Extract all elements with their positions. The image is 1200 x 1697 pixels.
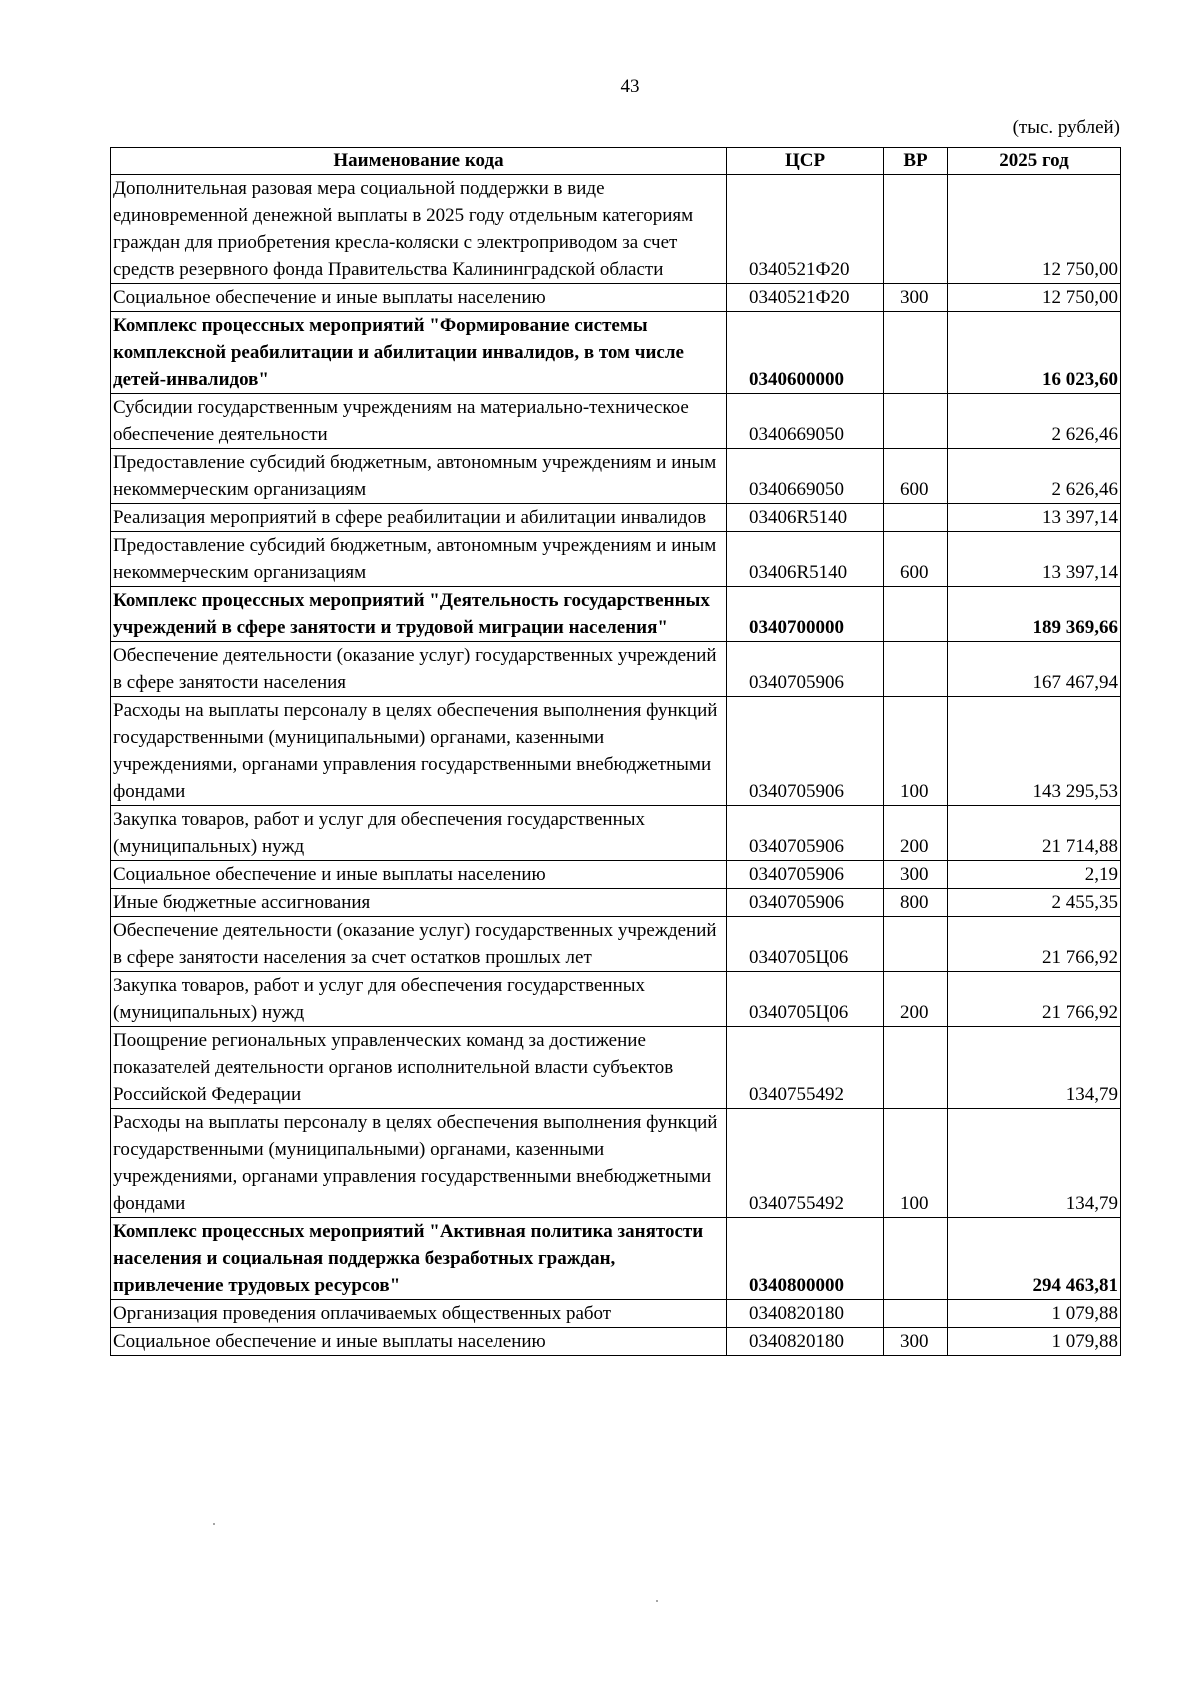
- row-csr: 0340800000: [727, 1218, 884, 1300]
- row-name: Социальное обеспечение и иные выплаты населению: [111, 861, 727, 889]
- row-sum: 13 397,14: [948, 504, 1121, 532]
- row-csr: 0340755492: [727, 1109, 884, 1218]
- row-vr: 300: [884, 1328, 948, 1356]
- row-name: Предоставление субсидий бюджетным, автономным учреждениям и иным некоммерческим организациям: [111, 449, 727, 504]
- row-sum: 21 766,92: [948, 972, 1121, 1027]
- table-row: [111, 1027, 1121, 1109]
- row-vr: 300: [884, 861, 948, 889]
- table-row: [111, 449, 1121, 504]
- row-csr: 0340705Ц06: [727, 972, 884, 1027]
- row-vr: [884, 642, 948, 697]
- row-csr: 03406R5140: [727, 504, 884, 532]
- row-name: Социальное обеспечение и иные выплаты населению: [111, 284, 727, 312]
- row-vr: 100: [884, 697, 948, 806]
- row-csr: 0340669050: [727, 449, 884, 504]
- row-csr: 0340700000: [727, 587, 884, 642]
- row-sum: 189 369,66: [948, 587, 1121, 642]
- table-row: [111, 1328, 1121, 1356]
- row-vr: [884, 312, 948, 394]
- row-csr: 0340755492: [727, 1027, 884, 1109]
- table-row: [111, 284, 1121, 312]
- row-vr: 800: [884, 889, 948, 917]
- row-sum: 2 626,46: [948, 394, 1121, 449]
- row-vr: 600: [884, 449, 948, 504]
- row-csr: 0340820180: [727, 1328, 884, 1356]
- table-row: [111, 394, 1121, 449]
- row-name: Комплекс процессных мероприятий "Формирование системы комплексной реабилитации и абилитации инвалидов, в том числе детей-инвалидов": [111, 312, 727, 394]
- row-name: Организация проведения оплачиваемых общественных работ: [111, 1300, 727, 1328]
- table-row: [111, 532, 1121, 587]
- row-csr: 0340705906: [727, 697, 884, 806]
- row-sum: 12 750,00: [948, 175, 1121, 284]
- table-row: [111, 587, 1121, 642]
- row-name: Расходы на выплаты персоналу в целях обеспечения выполнения функций государственными (муниципальными) органами, казенными учреждениями, органами управления государственными внебюджетными фондами: [111, 697, 727, 806]
- row-vr: [884, 1027, 948, 1109]
- row-vr: [884, 587, 948, 642]
- row-vr: [884, 1300, 948, 1328]
- row-vr: 200: [884, 806, 948, 861]
- row-sum: 13 397,14: [948, 532, 1121, 587]
- row-name: Комплекс процессных мероприятий "Деятельность государственных учреждений в сфере занятости и трудовой миграции населения": [111, 587, 727, 642]
- row-sum: 134,79: [948, 1109, 1121, 1218]
- row-sum: 2,19: [948, 861, 1121, 889]
- row-name: Закупка товаров, работ и услуг для обеспечения государственных (муниципальных) нужд: [111, 806, 727, 861]
- table-row: [111, 1300, 1121, 1328]
- table-row: [111, 642, 1121, 697]
- row-name: Обеспечение деятельности (оказание услуг) государственных учреждений в сфере занятости населения: [111, 642, 727, 697]
- row-sum: 21 766,92: [948, 917, 1121, 972]
- row-sum: 21 714,88: [948, 806, 1121, 861]
- row-csr: 0340705906: [727, 806, 884, 861]
- row-name: Обеспечение деятельности (оказание услуг) государственных учреждений в сфере занятости населения за счет остатков прошлых лет: [111, 917, 727, 972]
- table-row: [111, 312, 1121, 394]
- row-sum: 143 295,53: [948, 697, 1121, 806]
- row-sum: 12 750,00: [948, 284, 1121, 312]
- row-vr: 100: [884, 1109, 948, 1218]
- row-vr: 600: [884, 532, 948, 587]
- table-row: [111, 504, 1121, 532]
- row-csr: 03406R5140: [727, 532, 884, 587]
- row-vr: [884, 917, 948, 972]
- table-row: [111, 917, 1121, 972]
- row-csr: 0340600000: [727, 312, 884, 394]
- table-row: [111, 861, 1121, 889]
- row-csr: 0340705Ц06: [727, 917, 884, 972]
- header-name: Наименование кода: [111, 148, 727, 175]
- row-sum: 294 463,81: [948, 1218, 1121, 1300]
- page-number: 43: [620, 76, 640, 97]
- row-sum: 2 626,46: [948, 449, 1121, 504]
- scan-speck: [213, 1523, 215, 1525]
- row-name: Социальное обеспечение и иные выплаты населению: [111, 1328, 727, 1356]
- budget-table: [110, 147, 1121, 1356]
- row-sum: 2 455,35: [948, 889, 1121, 917]
- row-vr: [884, 504, 948, 532]
- header-vr: ВР: [884, 148, 948, 175]
- row-vr: [884, 175, 948, 284]
- scan-speck: [656, 1600, 658, 1602]
- row-name: Расходы на выплаты персоналу в целях обеспечения выполнения функций государственными (муниципальными) органами, казенными учреждениями, органами управления государственными внебюджетными фондами: [111, 1109, 727, 1218]
- table-row: [111, 889, 1121, 917]
- row-vr: 300: [884, 284, 948, 312]
- table-row: [111, 806, 1121, 861]
- row-name: Закупка товаров, работ и услуг для обеспечения государственных (муниципальных) нужд: [111, 972, 727, 1027]
- row-csr: 0340521Ф20: [727, 175, 884, 284]
- table-row: [111, 1218, 1121, 1300]
- table-row: [111, 175, 1121, 284]
- row-csr: 0340705906: [727, 642, 884, 697]
- row-sum: 1 079,88: [948, 1328, 1121, 1356]
- row-csr: 0340820180: [727, 1300, 884, 1328]
- row-name: Дополнительная разовая мера социальной поддержки в виде единовременной денежной выплаты в 2025 году отдельным категориям граждан для приобретения кресла-коляски с электроприводом за счет средств резервного фонда Правительства Калининградской области: [111, 175, 727, 284]
- table-row: [111, 972, 1121, 1027]
- row-csr: 0340521Ф20: [727, 284, 884, 312]
- header-csr: ЦСР: [727, 148, 884, 175]
- header-sum: 2025 год: [948, 148, 1121, 175]
- row-name: Поощрение региональных управленческих команд за достижение показателей деятельности органов исполнительной власти субъектов Российской Федерации: [111, 1027, 727, 1109]
- row-name: Субсидии государственным учреждениям на материально-техническое обеспечение деятельности: [111, 394, 727, 449]
- row-csr: 0340669050: [727, 394, 884, 449]
- units-label: (тыс. рублей): [1012, 117, 1120, 138]
- row-csr: 0340705906: [727, 861, 884, 889]
- row-sum: 1 079,88: [948, 1300, 1121, 1328]
- row-name: Предоставление субсидий бюджетным, автономным учреждениям и иным некоммерческим организациям: [111, 532, 727, 587]
- row-name: Комплекс процессных мероприятий "Активная политика занятости населения и социальная поддержка безработных граждан, привлечение трудовых ресурсов": [111, 1218, 727, 1300]
- row-name: Реализация мероприятий в сфере реабилитации и абилитации инвалидов: [111, 504, 727, 532]
- table-body: [111, 175, 1121, 1356]
- row-sum: 16 023,60: [948, 312, 1121, 394]
- table-header-row: [111, 148, 1121, 175]
- table-row: [111, 1109, 1121, 1218]
- row-vr: [884, 394, 948, 449]
- row-sum: 134,79: [948, 1027, 1121, 1109]
- table-row: [111, 697, 1121, 806]
- row-sum: 167 467,94: [948, 642, 1121, 697]
- row-vr: 200: [884, 972, 948, 1027]
- row-name: Иные бюджетные ассигнования: [111, 889, 727, 917]
- row-csr: 0340705906: [727, 889, 884, 917]
- row-vr: [884, 1218, 948, 1300]
